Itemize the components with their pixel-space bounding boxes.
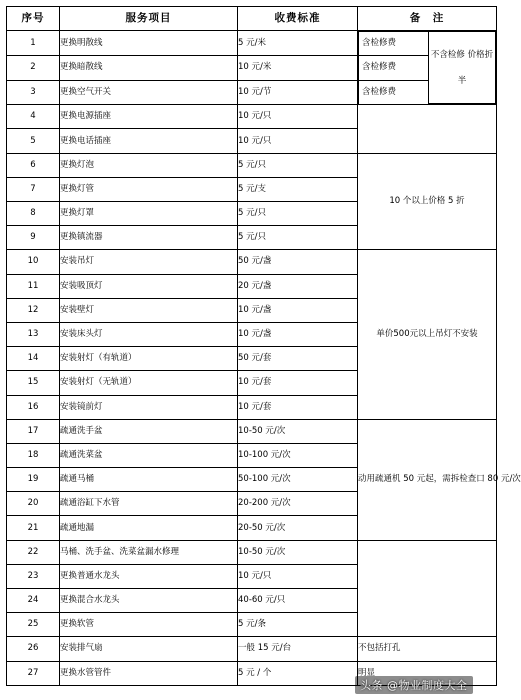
row-fee: 10-50 元/次 [238,419,358,443]
table-row [7,419,497,443]
row-item: 疏通洗手盆 [60,419,238,443]
table-row [7,540,497,564]
row-no: 5 [7,129,60,153]
note-r1: 含检修费 [359,32,429,56]
table-row [7,637,497,661]
header-item: 服务项目 [60,7,238,31]
note-empty-4-5 [358,105,497,153]
row-no: 18 [7,443,60,467]
watermark: 头条 @物业制度大全 [355,676,473,694]
row-item: 疏通浴缸下水管 [60,492,238,516]
table-row [7,153,497,177]
row-no: 7 [7,177,60,201]
row-no: 8 [7,202,60,226]
row-no: 2 [7,55,60,80]
row-fee: 5 元 / 个 [238,661,358,685]
row-item: 更换暗散线 [60,55,238,80]
row-no: 15 [7,371,60,395]
row-item: 更换水管管件 [60,661,238,685]
row-fee: 5 元/条 [238,613,358,637]
note-r2: 含检修费 [359,56,429,80]
header-note: 备 注 [358,7,497,31]
row-no: 4 [7,105,60,129]
row-fee: 5 元/只 [238,202,358,226]
row-item: 安装床头灯 [60,322,238,346]
row-fee: 10 元/盏 [238,322,358,346]
header-no: 序号 [7,7,60,31]
note-r26: 不包括打孔 [358,637,497,661]
row-fee: 10 元/套 [238,371,358,395]
row-fee: 10 元/米 [238,55,358,80]
row-no: 14 [7,347,60,371]
row-fee: 10-100 元/次 [238,443,358,467]
header-row [7,7,497,31]
row-fee: 20-200 元/次 [238,492,358,516]
row-item: 安装吊灯 [60,250,238,274]
row-fee: 5 元/只 [238,153,358,177]
row-fee: 10 元/只 [238,129,358,153]
fee-table [6,6,521,686]
note-group-10-16: 单价500元以上吊灯不安装 [358,250,497,419]
row-no: 17 [7,419,60,443]
row-item: 安装射灯（无轨道） [60,371,238,395]
row-no: 1 [7,31,60,56]
row-item: 更换灯罩 [60,202,238,226]
row-no: 23 [7,564,60,588]
row-item: 更换电源插座 [60,105,238,129]
note-r3: 含检修费 [359,80,429,104]
row-item: 更换灯泡 [60,153,238,177]
row-fee: 10-50 元/次 [238,540,358,564]
note-nested [358,31,496,104]
row-item: 更换混合水龙头 [60,589,238,613]
row-item: 更换空气开关 [60,80,238,105]
row-item: 安装射灯（有轨道） [60,347,238,371]
row-fee: 10 元/套 [238,395,358,419]
row-item: 安装排气扇 [60,637,238,661]
row-fee: 10 元/节 [238,80,358,105]
row-no: 6 [7,153,60,177]
note-r27: 明显 [358,661,497,685]
row-no: 25 [7,613,60,637]
row-no: 27 [7,661,60,685]
note-group-6-9: 10 个以上价格 5 折 [358,153,497,250]
note-group-17-21: 动用疏通机 50 元起，需拆检查口 80 元/次 [358,419,497,540]
row-fee: 5 元/支 [238,177,358,201]
row-no: 21 [7,516,60,540]
row-fee: 10 元/盏 [238,298,358,322]
row-item: 更换软管 [60,613,238,637]
row-fee: 20-50 元/次 [238,516,358,540]
row-no: 24 [7,589,60,613]
header-fee: 收费标准 [238,7,358,31]
row-no: 26 [7,637,60,661]
row-fee: 10 元/只 [238,105,358,129]
row-item: 更换普通水龙头 [60,564,238,588]
row-item: 马桶、洗手盆、洗菜盆漏水修理 [60,540,238,564]
row-fee: 50 元/套 [238,347,358,371]
note-r1-3-right: 不含检修 价格折半 [429,32,496,104]
row-no: 12 [7,298,60,322]
row-fee: 5 元/只 [238,226,358,250]
row-item: 疏通洗菜盆 [60,443,238,467]
row-item: 疏通马桶 [60,468,238,492]
row-item: 更换电话插座 [60,129,238,153]
row-no: 3 [7,80,60,105]
row-no: 11 [7,274,60,298]
row-item: 安装镜前灯 [60,395,238,419]
row-fee: 一般 15 元/台 [238,637,358,661]
row-no: 19 [7,468,60,492]
row-fee: 50-100 元/次 [238,468,358,492]
row-item: 更换镇流器 [60,226,238,250]
row-item: 更换明散线 [60,31,238,56]
row-item: 安装吸顶灯 [60,274,238,298]
note-group-1-3 [358,31,497,105]
row-fee: 5 元/米 [238,31,358,56]
row-no: 13 [7,322,60,346]
row-fee: 20 元/盏 [238,274,358,298]
row-no: 22 [7,540,60,564]
row-item: 安装壁灯 [60,298,238,322]
table-row [7,250,497,274]
row-no: 9 [7,226,60,250]
table-row [7,31,497,56]
row-no: 10 [7,250,60,274]
table-row [7,105,497,129]
note-empty-22-25 [358,540,497,637]
row-fee: 40-60 元/只 [238,589,358,613]
row-fee: 10 元/只 [238,564,358,588]
row-fee: 50 元/盏 [238,250,358,274]
row-item: 疏通地漏 [60,516,238,540]
row-no: 20 [7,492,60,516]
row-no: 16 [7,395,60,419]
row-item: 更换灯管 [60,177,238,201]
